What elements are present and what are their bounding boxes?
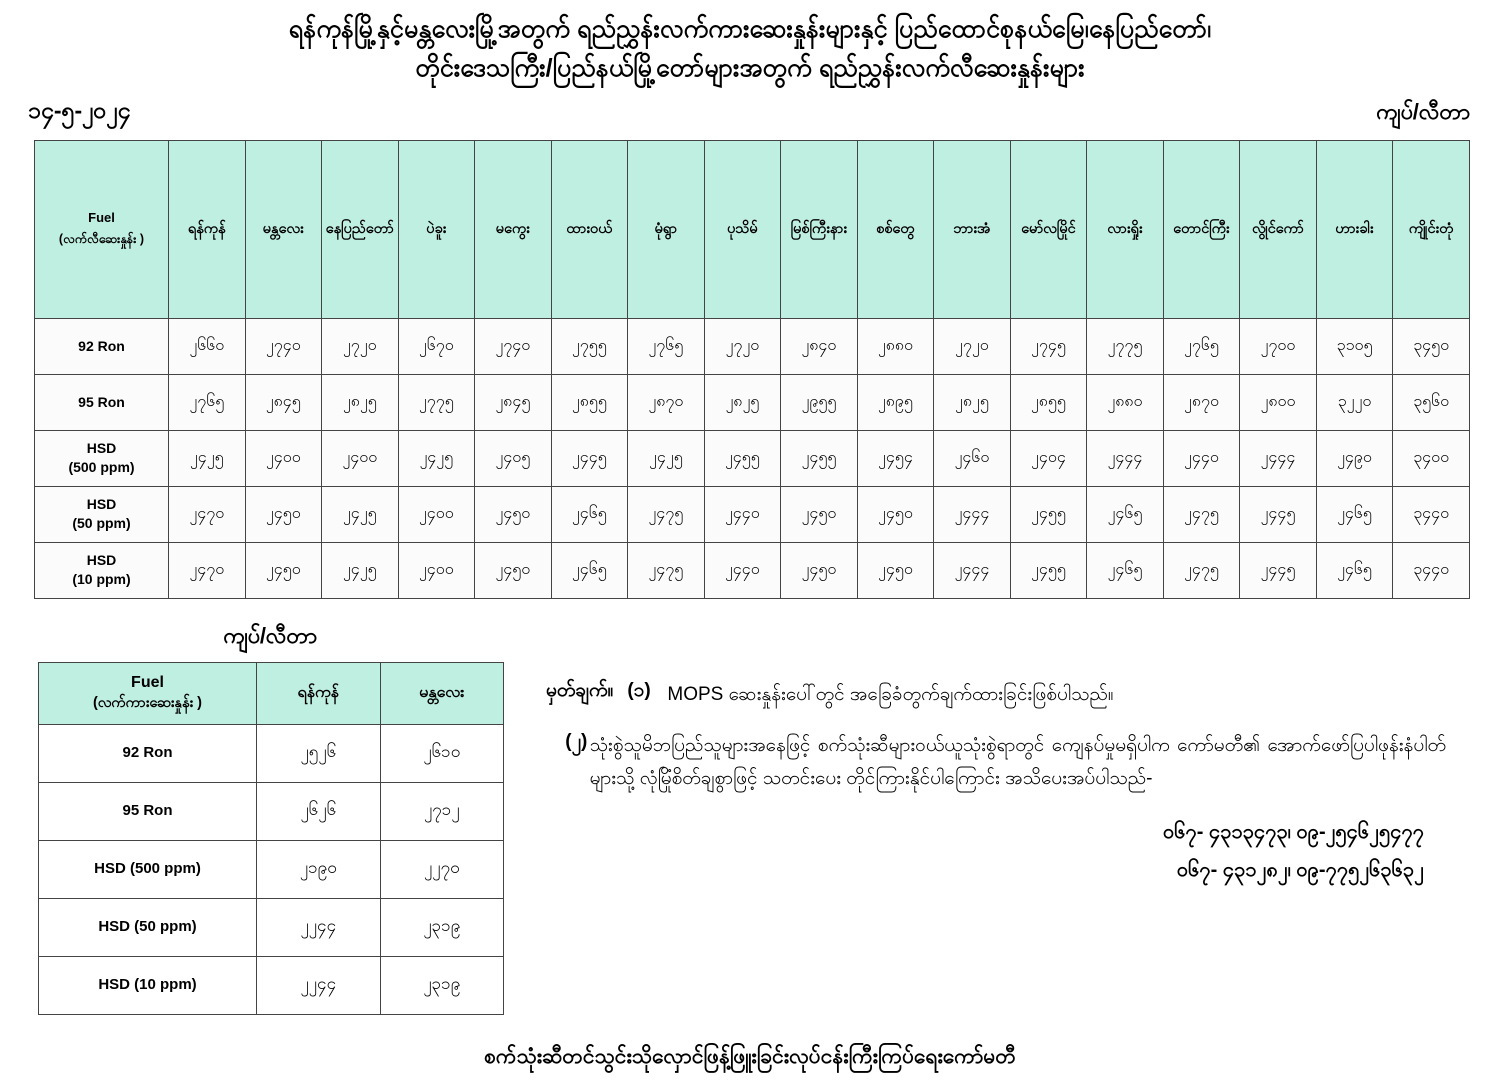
fuel-header-line-2: (လက်ကားဆေးနှုန်း ): [93, 695, 202, 712]
column-header-city: စစ်တွေ: [857, 140, 934, 318]
phone-line: ၀၆၇- ၄၃၁၂၈၂၊ ၀၉-၇၇၅၂၆၃၆၃၂: [1176, 859, 1424, 882]
row-label-sub: (500 ppm): [68, 459, 135, 475]
price-cell: ၂၄၄၀: [1163, 430, 1240, 486]
price-cell: ၃၂၂၀: [1316, 374, 1393, 430]
price-cell: ၂၄၅၀: [781, 542, 858, 598]
price-cell: ၂၇၄၀: [475, 318, 552, 374]
row-label: [35, 542, 169, 598]
row-label-main: HSD: [94, 860, 126, 878]
price-cell: ၂၄၀၀: [322, 430, 399, 486]
table-row: [35, 542, 1470, 598]
price-cell: ၂၄၆၅: [1087, 542, 1164, 598]
price-cell: ၂၄၄၀: [704, 486, 781, 542]
price-cell: ၂၈၄၅: [245, 374, 322, 430]
price-cell: ၃၅၆၀: [1393, 374, 1470, 430]
note-number: (၁): [627, 679, 651, 701]
price-cell: ၂၄၆၅: [1316, 486, 1393, 542]
fuel-header-line-2: (လက်လီဆေးနှုန်း ): [58, 232, 145, 247]
price-cell: ၂၄၂၅: [628, 430, 705, 486]
row-label-sub: (50 ppm): [134, 918, 197, 936]
price-cell: ၂၂၇၀: [380, 840, 504, 898]
row-label: [35, 430, 169, 486]
issuing-authority: စက်သုံးဆီတင်သွင်းသိုလှောင်ဖြန့်ဖြူးခြင်းလုပ်ငန်းကြီးကြပ်ရေးကော်မတီ: [484, 1045, 1016, 1068]
column-header-city: နေပြည်တော်: [322, 140, 399, 318]
fuel-header-line-1: Fuel: [131, 674, 164, 692]
price-cell: ၂၄၀၄: [1010, 430, 1087, 486]
price-cell: ၂၄၅၅: [704, 430, 781, 486]
row-label: [35, 318, 169, 374]
price-cell: ၂၉၅၅: [781, 374, 858, 430]
price-cell: ၂၄၂၅: [322, 486, 399, 542]
column-header-fuel: [39, 662, 257, 724]
column-header-city: လားရှိုး: [1087, 140, 1164, 318]
row-label: [39, 898, 257, 956]
table-row: [39, 840, 504, 898]
table-row: [39, 782, 504, 840]
column-header-city: ပုသိမ်: [704, 140, 781, 318]
price-cell: ၂၆၁၀: [380, 724, 504, 782]
row-label: [35, 374, 169, 430]
table-row: [39, 898, 504, 956]
column-header-city: ရန်ကုန်: [257, 662, 381, 724]
column-header-city: မန္တလေး: [380, 662, 504, 724]
price-cell: ၂၈၇၀: [1163, 374, 1240, 430]
note-text: သုံးစွဲသူမိဘပြည်သူများအနေဖြင့် စက်သုံးဆီများဝယ်ယူသုံးစွဲရာတွင် ကျေနပ်မှုမရှိပါက ကော်မတီ၏ အောက်ဖော်ပြပါဖုန်းနံပါတ်များသို့ လုံမြိုံစိတ်ချစွာဖြင့် သတင်းပေး တိုင်ကြားနိုင်ပါကြောင်း အသိပေးအပ်ပါသည်-: [589, 734, 1446, 789]
fuel-header-line-1: Fuel: [88, 210, 115, 226]
column-header-city: လွိုင်ကော်: [1240, 140, 1317, 318]
row-label-main: HSD: [98, 976, 130, 994]
row-label-sub: (10 ppm): [72, 571, 131, 587]
price-cell: ၂၄၇၀: [169, 486, 246, 542]
row-label: [39, 840, 257, 898]
price-cell: ၂၈၈၀: [1087, 374, 1164, 430]
publication-date: ၁၄-၅-၂၀၂၄: [28, 96, 131, 123]
row-label-main: HSD: [86, 440, 117, 457]
document-title: [0, 0, 1500, 88]
price-cell: ၂၇၇၅: [1087, 318, 1164, 374]
column-header-city: ထားဝယ်: [551, 140, 628, 318]
price-cell: ၂၄၅၅: [781, 430, 858, 486]
price-cell: ၂၄၆၅: [551, 542, 628, 598]
price-cell: ၂၈၉၅: [857, 374, 934, 430]
note-item: [546, 729, 1446, 796]
price-cell: ၂၄၅၀: [245, 542, 322, 598]
table-header-row: [39, 662, 504, 724]
price-cell: ၂၄၄၄: [934, 486, 1011, 542]
price-cell: ၂၇၄၅: [1010, 318, 1087, 374]
row-label-main: HSD: [98, 918, 130, 936]
retail-price-table: [34, 140, 1470, 599]
price-cell: ၃၄၀၀: [1393, 430, 1470, 486]
row-label-main: 95 Ron: [78, 393, 125, 410]
table-row: [35, 318, 1470, 374]
price-cell: ၂၄၆၅: [1316, 542, 1393, 598]
price-cell: ၂၇၄၀: [245, 318, 322, 374]
column-header-fuel: [35, 140, 169, 318]
wholesale-price-table: [38, 662, 504, 1015]
price-cell: ၂၈၂၅: [704, 374, 781, 430]
column-header-city: ကျိုင်းတုံ: [1393, 140, 1470, 318]
price-cell: ၂၄၄၄: [1087, 430, 1164, 486]
price-cell: ၂၇၂၀: [322, 318, 399, 374]
note-item: [546, 678, 1446, 711]
table-row: [39, 956, 504, 1014]
price-cell: ၂၈၈၀: [857, 318, 934, 374]
row-label-main: HSD: [86, 552, 117, 569]
price-cell: ၂၈၂၅: [934, 374, 1011, 430]
price-cell: ၂၇၂၀: [934, 318, 1011, 374]
price-cell: ၂၄၅၀: [857, 542, 934, 598]
column-header-city: မုံရွာ: [628, 140, 705, 318]
row-label: [35, 486, 169, 542]
contact-phone-list: [546, 813, 1446, 889]
price-cell: ၂၄၇၀: [169, 542, 246, 598]
price-cell: ၃၁၀၅: [1316, 318, 1393, 374]
notes-section: [546, 662, 1446, 890]
price-cell: ၂၈၅၅: [551, 374, 628, 430]
price-cell: ၂၄၀၅: [475, 430, 552, 486]
price-cell: ၂၄၄၅: [1240, 542, 1317, 598]
price-cell: ၂၂၄၄: [257, 956, 381, 1014]
price-cell: ၂၄၅၅: [1010, 542, 1087, 598]
price-cell: ၂၈၄၅: [475, 374, 552, 430]
price-cell: ၂၄၇၅: [1163, 486, 1240, 542]
price-cell: ၂၈၄၀: [781, 318, 858, 374]
price-cell: ၂၃၁၉: [380, 898, 504, 956]
column-header-city: မန္တလေး: [245, 140, 322, 318]
row-label-main: 92 Ron: [122, 744, 173, 762]
column-header-city: မော်လမြိုင်: [1010, 140, 1087, 318]
price-cell: ၂၈၀၀: [1240, 374, 1317, 430]
price-cell: ၂၇၆၅: [1163, 318, 1240, 374]
row-label: [39, 782, 257, 840]
price-cell: ၂၄၅၅: [1010, 486, 1087, 542]
notes-heading: မှတ်ချက်။: [546, 679, 614, 701]
row-label-main: HSD: [86, 496, 117, 513]
price-cell: ၂၇၆၅: [169, 374, 246, 430]
price-cell: ၂၈၅၅: [1010, 374, 1087, 430]
price-cell: ၂၇၁၂: [380, 782, 504, 840]
price-cell: ၂၃၁၉: [380, 956, 504, 1014]
row-label-sub: (500 ppm): [129, 860, 201, 878]
price-cell: ၂၆၇၀: [398, 318, 475, 374]
table-row: [35, 486, 1470, 542]
price-cell: ၂၅၂၆: [257, 724, 381, 782]
column-header-city: မကွေး: [475, 140, 552, 318]
price-cell: ၂၆၂၆: [257, 782, 381, 840]
price-cell: ၂၄၅၄: [857, 430, 934, 486]
price-cell: ၂၄၉၀: [1316, 430, 1393, 486]
column-header-city: ဟားခါး: [1316, 140, 1393, 318]
price-cell: ၂၄၆၅: [1087, 486, 1164, 542]
price-cell: ၂၄၇၅: [628, 486, 705, 542]
column-header-city: မြစ်ကြီးနား: [781, 140, 858, 318]
price-cell: ၂၄၂၅: [322, 542, 399, 598]
meta-row: [0, 88, 1500, 130]
price-cell: ၃၄၄၀: [1393, 542, 1470, 598]
currency-unit-label: ကျပ်/လီတာ: [1375, 98, 1470, 124]
title-line-2: တိုင်းဒေသကြီး/ပြည်နယ်မြို့တော်များအတွက် ရည်ညွှန်းလက်လီဆေးနှုန်းများ: [415, 53, 1085, 82]
price-cell: ၂၇၅၅: [551, 318, 628, 374]
price-cell: ၂၄၄၄: [934, 542, 1011, 598]
currency-unit-label-2: ကျပ်/လီတာ: [222, 622, 318, 648]
price-cell: ၂၄၄၅: [1240, 486, 1317, 542]
price-cell: ၂၄၆၀: [934, 430, 1011, 486]
price-cell: ၂၄၂၅: [398, 430, 475, 486]
price-cell: ၂၇၂၀: [704, 318, 781, 374]
price-cell: ၃၄၅၀: [1393, 318, 1470, 374]
price-cell: ၂၄၀၀: [245, 430, 322, 486]
price-cell: ၂၈၂၅: [322, 374, 399, 430]
price-cell: ၂၄၅၀: [475, 486, 552, 542]
row-label-main: 95 Ron: [122, 802, 173, 820]
price-cell: ၂၄၅၀: [781, 486, 858, 542]
column-header-city: ပဲခူး: [398, 140, 475, 318]
note-number: (၂): [565, 730, 588, 752]
price-cell: ၂၇၀၀: [1240, 318, 1317, 374]
phone-line: ၀၆၇- ၄၃၁၃၄၇၃၊ ၀၉-၂၅၄၆၂၅၄၇၇: [1163, 821, 1424, 844]
row-label-sub: (50 ppm): [72, 515, 131, 531]
column-header-city: ဘားအံ: [934, 140, 1011, 318]
price-cell: ၂၂၄၄: [257, 898, 381, 956]
column-header-city: တောင်ကြီး: [1163, 140, 1240, 318]
table-header-row: [35, 140, 1470, 318]
table-row: [35, 374, 1470, 430]
price-cell: ၂၄၅၀: [857, 486, 934, 542]
price-cell: ၂၄၄၅: [551, 430, 628, 486]
note-text: MOPS ဆေးနှုန်းပေါ်တွင် အခြေခံတွက်ချက်ထားခြင်းဖြစ်ပါသည်။: [667, 683, 1114, 705]
table-row: [35, 430, 1470, 486]
price-cell: ၂၄၀၀: [398, 542, 475, 598]
price-cell: ၂၄၀၀: [398, 486, 475, 542]
price-cell: ၂၄၄၄: [1240, 430, 1317, 486]
price-cell: ၂၄၅၀: [475, 542, 552, 598]
column-header-city: ရန်ကုန်: [169, 140, 246, 318]
title-line-1: ရန်ကုန်မြို့နှင့်မန္တလေးမြို့အတွက် ရည်ညွှန်းလက်ကားဆေးနှုန်းများနှင့် ပြည်ထောင်စုနယ်မြေ၊နေပြည်တော်၊: [288, 15, 1212, 43]
price-cell: ၂၄၅၀: [245, 486, 322, 542]
price-cell: ၂၄၆၅: [551, 486, 628, 542]
price-cell: ၂၁၉၀: [257, 840, 381, 898]
price-cell: ၂၄၇၅: [1163, 542, 1240, 598]
price-cell: ၂၆၆၀: [169, 318, 246, 374]
row-label-main: 92 Ron: [78, 337, 125, 354]
row-label: [39, 956, 257, 1014]
price-cell: ၂၄၂၅: [169, 430, 246, 486]
price-cell: ၂၇၇၅: [398, 374, 475, 430]
price-cell: ၂၇၆၅: [628, 318, 705, 374]
price-cell: ၂၈၇၀: [628, 374, 705, 430]
row-label: [39, 724, 257, 782]
price-cell: ၃၄၄၀: [1393, 486, 1470, 542]
row-label-sub: (10 ppm): [134, 976, 197, 994]
price-cell: ၂၄၄၀: [704, 542, 781, 598]
price-cell: ၂၄၇၅: [628, 542, 705, 598]
table-row: [39, 724, 504, 782]
